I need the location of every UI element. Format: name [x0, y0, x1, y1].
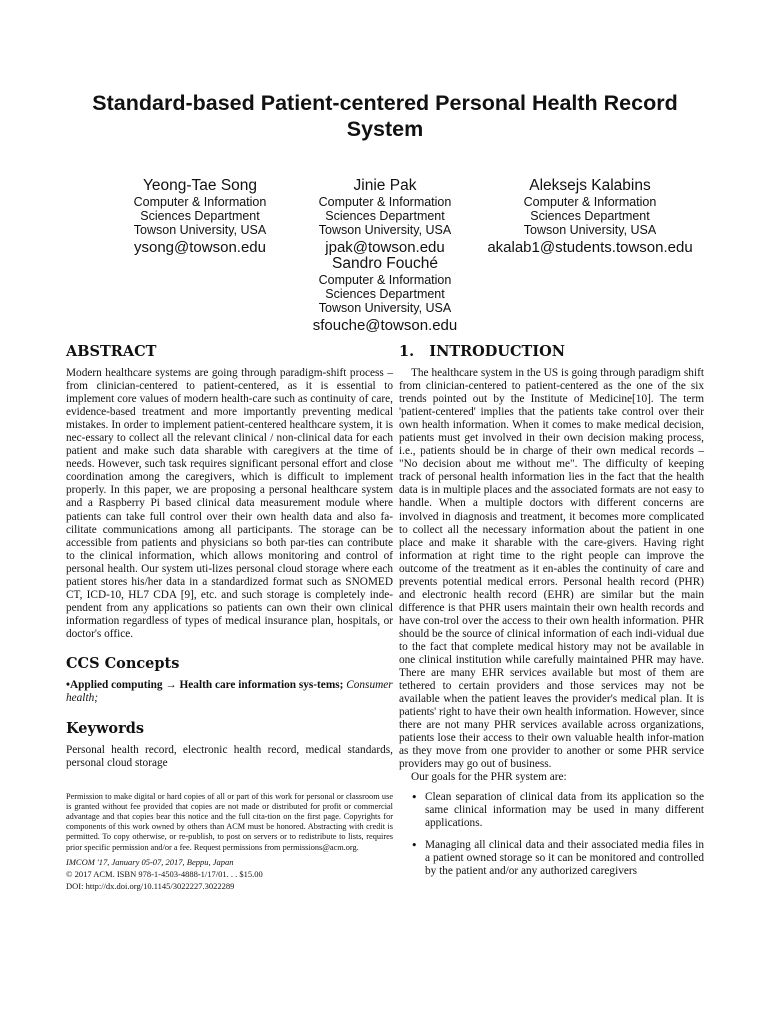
bullet: • — [411, 790, 418, 804]
goals-intro: Our goals for the PHR system are: — [411, 771, 567, 784]
author-name: Yeong-Tae Song — [142, 177, 258, 194]
abstract-heading: ABSTRACT — [66, 343, 157, 360]
author-affiliation: Computer & Information — [318, 273, 452, 287]
author-affiliation: Computer & Information — [523, 195, 657, 209]
author-block — [478, 176, 702, 257]
author-affiliation: Towson University, USA — [133, 223, 267, 237]
venue: IMCOM '17, January 05-07, 2017, Beppu, Japan — [66, 856, 234, 867]
author-block — [305, 176, 465, 257]
author-name: Aleksejs Kalabins — [529, 177, 651, 194]
permission-block — [66, 792, 393, 892]
ccs-secondary: Consumer health; — [66, 678, 393, 705]
author-name: Sandro Fouché — [332, 255, 438, 272]
list-item — [399, 839, 704, 878]
author-email[interactable]: sfouche@towson.edu — [312, 317, 458, 334]
goal-text: Managing all clinical data and their associated media files in a patient owned storage so it can be monitored and controlled by the patient and/or any authorized caregivers — [425, 838, 704, 877]
author-affiliation: Towson University, USA — [318, 301, 452, 315]
right-column — [399, 343, 704, 887]
bullet: • — [411, 838, 418, 852]
author-affiliation: Computer & Information — [318, 195, 452, 209]
venue-line — [66, 856, 393, 868]
goals-list — [399, 791, 704, 878]
author-affiliation: Sciences Department — [140, 209, 260, 223]
doi-label: DOI: — [66, 880, 84, 891]
list-item — [399, 791, 704, 830]
copyright-line: © 2017 ACM. ISBN 978-1-4503-4888-1/17/01. . . $15.00 — [66, 868, 263, 879]
permission-notice: Permission to make digital or hard copies of all or part of this work for personal or classroom use is granted without fee provided that copies are not made or distributed for profit or commercial advantage and that copies bear this notice and the full cita-tion on the first page. Copyrights for components of this work owned by others than ACM must be honored. Abstracting with credit is permitted. To copy otherwise, or re-publish, to post on servers or to redistribute to lists, requires prior specific permission and/or a fee. Request permissions from permissions@acm.org. — [66, 792, 393, 852]
ccs-bullet: • — [66, 678, 70, 691]
doi-link[interactable]: http://dx.doi.org/10.1145/3022227.3022289 — [85, 880, 235, 891]
ccs-heading: CCS Concepts — [66, 654, 180, 672]
doi-line — [66, 880, 393, 892]
paper-title: Standard-based Patient-centered Personal Health Record System — [92, 91, 678, 141]
author-affiliation: Towson University, USA — [523, 223, 657, 237]
author-affiliation: Sciences Department — [325, 287, 445, 301]
author-name: Jinie Pak — [353, 177, 417, 194]
author-affiliation: Sciences Department — [325, 209, 445, 223]
author-affiliation: Computer & Information — [133, 195, 267, 209]
author-affiliation: Towson University, USA — [318, 223, 452, 237]
author-block — [300, 254, 470, 335]
author-email[interactable]: jpak@towson.edu — [325, 239, 445, 256]
abstract-text: Modern healthcare systems are going through paradigm-shift process – from clinician-centered to patient-centered, as it is essential to implement core values of modern health-care such as continuity of care, evidence-based treatment and more importantly preventing medical mistakes. In order to implement patient-centered healthcare system, it is nec-essary to collect all the relevant clinical / non-clinical data for each patient and make such data sharable with caregivers at the time of needs. However, such task requires significant personal effort and close coordination among the caregivers, which is difficult to implement properly. In this paper, we are proposing a personal healthcare system and a Raspberry Pi based clinical data measurement module where patients can take full control over their own health data and also fa-cilitate communications among all participants. The storage can be accessible from patients and physicians so both par-ties can contribute to the clinical information, which allows monitoring and control of personal health. Our system uti-lizes personal cloud storage where each patient stores his/her data in a standardized format such as SNOMED CT, ICD-10, HL7 CDA [9], etc. and such storage is completely inde-pendent from any applications so patients can own their own clinical information regardless of types of medical insurance plan, hospitals, or doctor's office. — [66, 367, 393, 640]
ccs-primary: Applied computing → Health care information sys-tems; — [69, 678, 344, 691]
intro-paragraph: The healthcare system in the US is going through paradigm shift from clinician-centered to patient-centered as the one of the six trends pointed out by the Institute of Medicine[10]. The term 'patient-centered' implies that the patients take control over their own health information. When it comes to make medical decision, patients must get involved in their own decision making process, i.e., patients should be in charge of their own medical records – "No decision about me without me". The difficulty of keeping track of personal health information lies in the fact that the health data is in multiple places and the associated formats are not easy to handle. When a multiple doctors with different concerns are involved in diagnosis and treatment, it becomes more complicated to collect all the necessary information about the patient in one place and make it sharable with the care-givers. Having right information at right time to the right people can improve the outcome of the treatment as it en-ables the continuity of care and prevents potential medical errors. Personal health record (PHR) and electronic health record (EHR) are similar but the main difference is that PHR users maintain their own health records and have con-trol over the access to their own health information. PHR should be the source of clinical information of each indi-vidual due to the fact that complete medical history may not be available in one clinical institution while carefully maintained PHR may have. There are many EHR services available but most of them are tethered to certain providers and those services may not be available when the patient leaves the provider's medical plan. It is patients' right to have their own health information. However, since there are not many PHR services available across organizations, patients lose their access to their own valuable health infor-mation as they move from one provider to another or some PHR service providers may go out of business. — [399, 367, 704, 771]
left-column — [66, 343, 393, 892]
intro-heading: 1. INTRODUCTION — [399, 343, 566, 360]
ccs-concepts — [66, 679, 393, 706]
author-block — [120, 176, 280, 257]
author-affiliation: Sciences Department — [530, 209, 650, 223]
goal-text: Clean separation of clinical data from its application so the same clinical information may be used in many different applications. — [425, 790, 704, 829]
author-email[interactable]: ysong@towson.edu — [134, 239, 266, 256]
keywords-heading: Keywords — [66, 719, 145, 737]
author-email[interactable]: akalab1@students.towson.edu — [487, 239, 693, 256]
keywords-text: Personal health record, electronic health record, medical standards, personal cloud storage — [66, 743, 393, 770]
